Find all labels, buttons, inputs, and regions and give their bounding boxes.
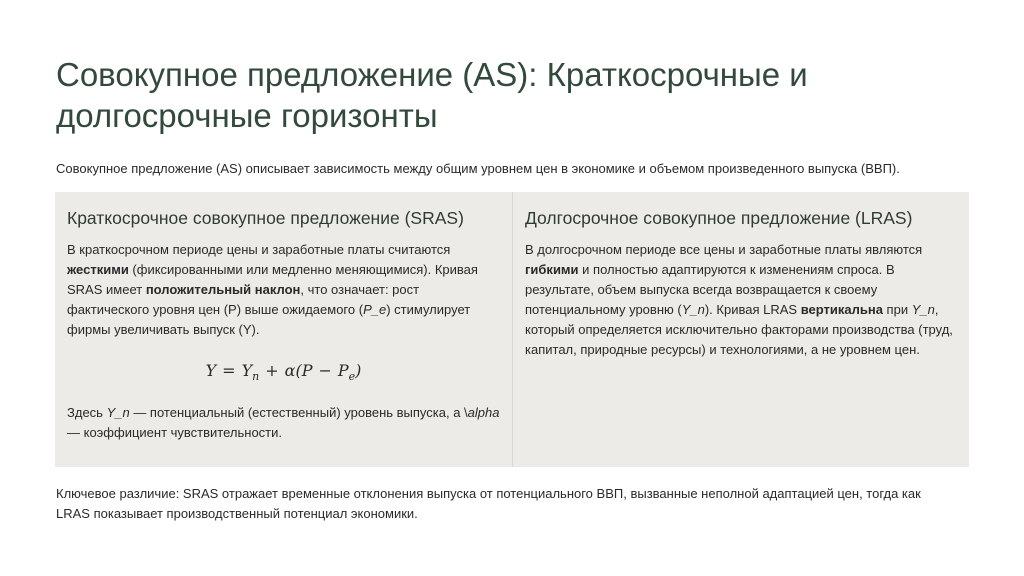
page-title-line-1: Совокупное предложение (AS): Краткосрочные и <box>56 56 808 93</box>
sras-formula-note: Здесь Y_n — потенциальный (естественный) уровень выпуска, а \alpha — коэффициент чувствительности. <box>67 405 500 440</box>
page-title-line-2: долгосрочные горизонты <box>56 97 438 134</box>
key-difference-note: Ключевое различие: SRAS отражает временные отклонения выпуска от потенциального ВВП, вызванные неполной адаптацией цен, тогда как LRAS показывает производственный потенциал экономики. <box>56 486 921 521</box>
sras-panel <box>55 192 513 467</box>
lras-heading: Долгосрочное совокупное предложение (LRAS) <box>525 208 913 228</box>
lras-description: В долгосрочном периоде все цены и заработные платы являются гибкими и полностью адаптируются к изменениям спроса. В результате, объем выпуска всегда возвращается к своему потенциальному уровню (Y_n). Кривая LRAS вертикальна при Y_n, который определяется исключительно факторами производства (труд, капитал, природные ресурсы) и технологиями, а не уровнем цен. <box>525 242 953 357</box>
lras-panel <box>513 192 969 467</box>
intro-text: Совокупное предложение (AS) описывает зависимость между общим уровнем цен в экономике и объемом произведенного выпуска (ВВП). <box>56 161 900 176</box>
comparison-panels <box>55 192 969 467</box>
sras-heading: Краткосрочное совокупное предложение (SRAS) <box>67 208 464 228</box>
sras-description: В краткосрочном периоде цены и заработные платы считаются жесткими (фиксированными или медленно меняющимися). Кривая SRAS имеет положительный наклон, что означает: рост фактического уровня цен (P) выше ожидаемого (P_e) стимулирует фирмы увеличивать выпуск (Y). <box>67 242 478 337</box>
page-title <box>56 54 956 136</box>
sras-formula: $Y = Y_n + \alpha(P - P_e)$ <box>205 361 362 384</box>
